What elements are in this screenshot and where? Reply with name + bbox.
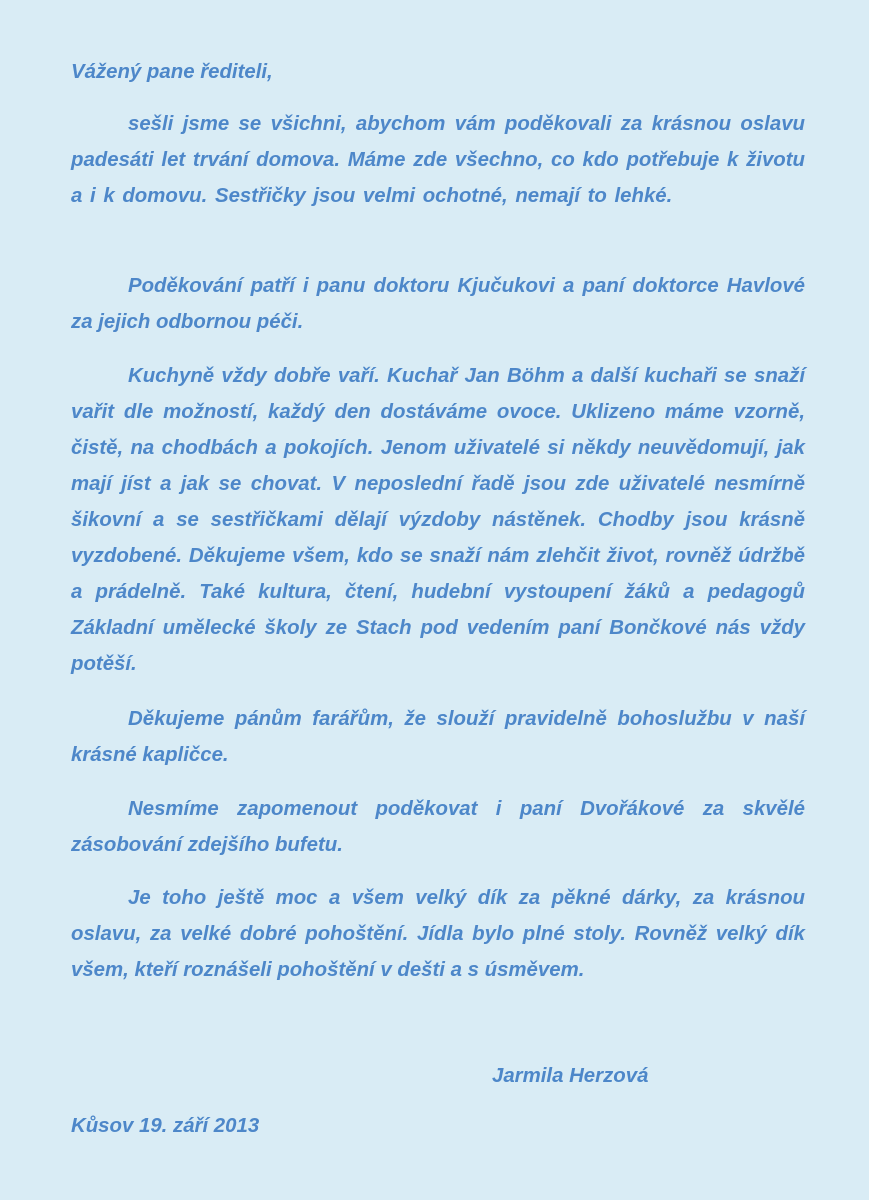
place-date: Kůsov 19. září 2013 [71,1115,260,1137]
salutation: Vážený pane řediteli, [71,61,273,83]
paragraph-thanks-buffet: Nesmíme zapomenout poděkovat i paní Dvořákové za skvělé zásobování zdejšího bufetu. [71,798,805,856]
paragraph-thanks-doctors: Poděkování patří i panu doktoru Kjučukovi a paní doktorce Havlové za jejich odbornou péči. [71,275,805,333]
paragraph-final-thanks: Je toho ještě moc a všem velký dík za pěkné dárky, za krásnou oslavu, za velké dobré pohoštění. Jídla bylo plné stoly. Rovněž velký dík všem, kteří roznášeli pohoštění v dešti a s úsměvem. [71,887,805,981]
signature: Jarmila Herzová [492,1065,649,1087]
paragraph-thanks-celebration: sešli jsme se všichni, abychom vám poděkovali za krásnou oslavu padesáti let trvání domova. Máme zde všechno, co kdo potřebuje k životu a i k domovu. Sestřičky jsou velmi ochotné, nemají to lehké. [71,113,805,207]
paragraph-thanks-priests: Děkujeme pánům farářům, že slouží pravidelně bohoslužbu v naší krásné kapličce. [71,708,805,766]
paragraph-kitchen-culture: Kuchyně vždy dobře vaří. Kuchař Jan Böhm a další kuchaři se snaží vařit dle možností, každý den dostáváme ovoce. Uklizeno máme vzorně, čistě, na chodbách a pokojích. Jenom uživatelé si někdy neuvědomují, jak mají jíst a jak se chovat. V neposlední řadě jsou zde uživatelé nesmírně šikovní a se sestřičkami dělají výzdoby nástěnek. Chodby jsou krásně vyzdobené. Děkujeme všem, kdo se snaží nám zlehčit život, rovněž údržbě a prádelně. Také kultura, čtení, hudební vystoupení žáků a pedagogů Základní umělecké školy ze Stach pod vedením paní Bončkové nás vždy potěší. [71,365,805,675]
